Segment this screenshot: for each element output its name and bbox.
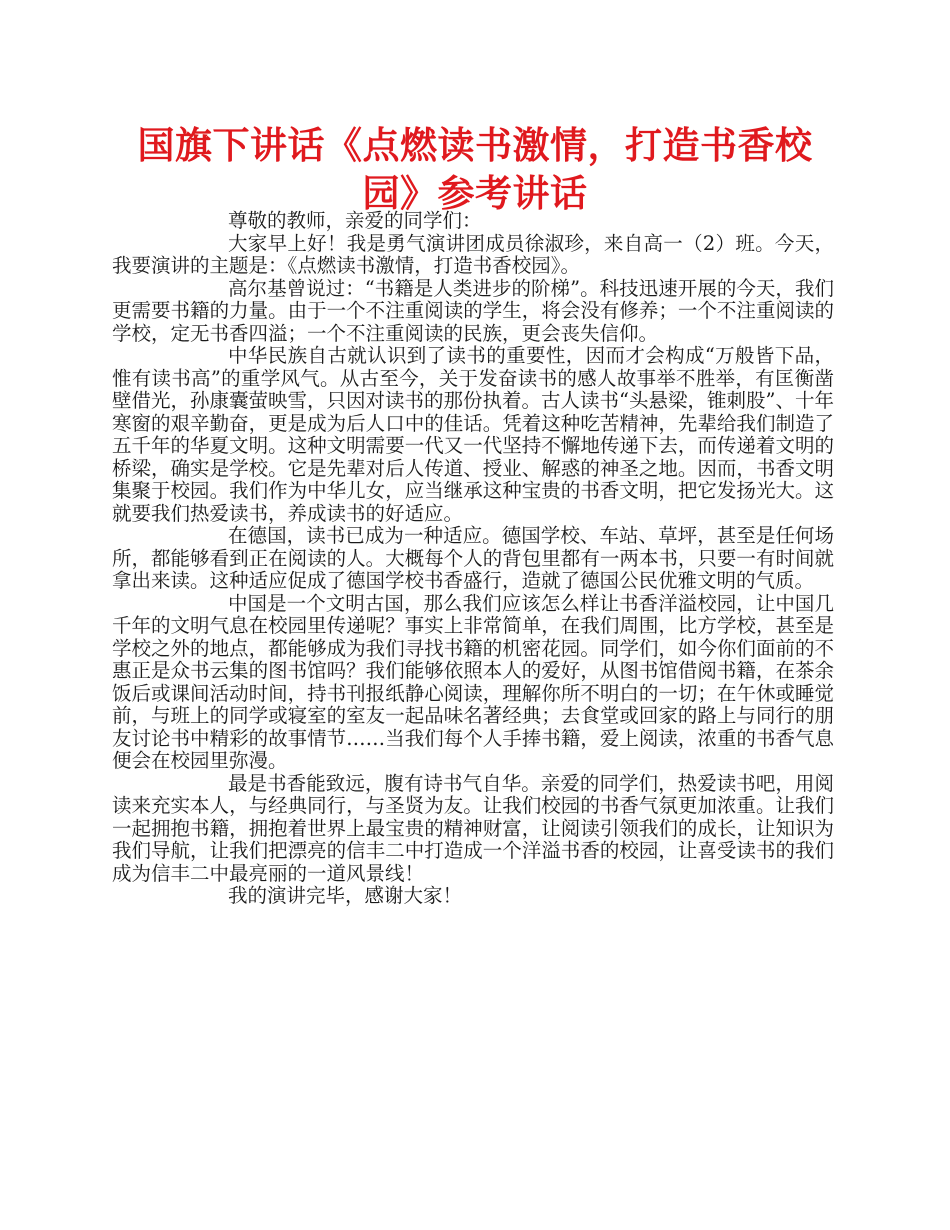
document-body: [112, 210, 834, 908]
closing-paragraph: 我的演讲完毕，感谢大家！: [228, 884, 463, 907]
germany-paragraph: 在德国，读书已成为一种适应。德国学校、车站、草坪，甚至是任何场所，都能够看到正在阅读的人。大概每个人的背包里都有一两本书，只要一有时间就拿出来读。这种适应促成了德国学校书香盛行，造就了德国公民优雅文明的气质。: [112, 524, 834, 592]
greeting-paragraph: 大家早上好！我是勇气演讲团成员徐淑珍，来自高一（2）班。今天，我要演讲的主题是：《点燃读书激情，打造书香校园》。: [112, 231, 834, 277]
china-campus-paragraph: 中国是一个文明古国，那么我们应该怎么样让书香洋溢校园，让中国几千年的文明气息在校园里传递呢？事实上非常简单，在我们周围，比方学校，甚至是学校之外的地点，都能够成为我们寻找书籍的机密花园。同学们，如今你们面前的不惠正是众书云集的图书馆吗？我们能够依照本人的爱好，从图书馆借阅书籍，在茶余饭后或课间活动时间，持书刊报纸静心阅读，理解你所不明白的一切；在午休或睡觉前，与班上的同学或寝室的室友一起品味名著经典；去食堂或回家的路上与同行的朋友讨论书中精彩的故事情节……当我们每个人手捧书籍，爱上阅读，浓重的书香气息便会在校园里弥漫。: [112, 591, 834, 772]
conclusion-paragraph: 最是书香能致远，腹有诗书气自华。亲爱的同学们，热爱读书吧，用阅读来充实本人，与经典同行，与圣贤为友。让我们校园的书香气氛更加浓重。让我们一起拥抱书籍，拥抱着世界上最宝贵的精神财富，让阅读引领我们的成长，让知识为我们导航，让我们把漂亮的信丰二中打造成一个洋溢书香的校园，让喜受读书的我们成为信丰二中最亮丽的一道风景线！: [112, 771, 834, 885]
document-title: 国旗下讲话《点燃读书激情，打造书香校园》参考讲话: [137, 124, 813, 215]
salutation-paragraph: 尊敬的教师，亲爱的同学们：: [228, 209, 482, 232]
chinese-tradition-paragraph: 中华民族自古就认识到了读书的重要性，因而才会构成“万般皆下品，惟有读书高”的重学风气。从古至今，关于发奋读书的感人故事举不胜举，有匡衡凿壁借光，孙康囊萤映雪，只因对读书的那份执着。古人读书“头悬梁，锥刺股”、十年寒窗的艰辛勤奋，更是成为后人口中的佳话。凭着这种吃苦精神，先辈给我们制造了五千年的华夏文明。这种文明需要一代又一代坚持不懈地传递下去，而传递着文明的桥梁，确实是学校。它是先辈对后人传道、授业、解惑的神圣之地。因而，书香文明集聚于校园。我们作为中华儿女，应当继承这种宝贵的书香文明，把它发扬光大。这就要我们热爱读书，养成读书的好适应。: [112, 344, 834, 525]
gorky-quote-paragraph: 高尔基曾说过：“书籍是人类进步的阶梯”。科技迅速开展的今天，我们更需要书籍的力量。由于一个不注重阅读的学生，将会没有修养；一个不注重阅读的学校，定无书香四溢；一个不注重阅读的民族，更会丧失信仰。: [112, 276, 834, 345]
